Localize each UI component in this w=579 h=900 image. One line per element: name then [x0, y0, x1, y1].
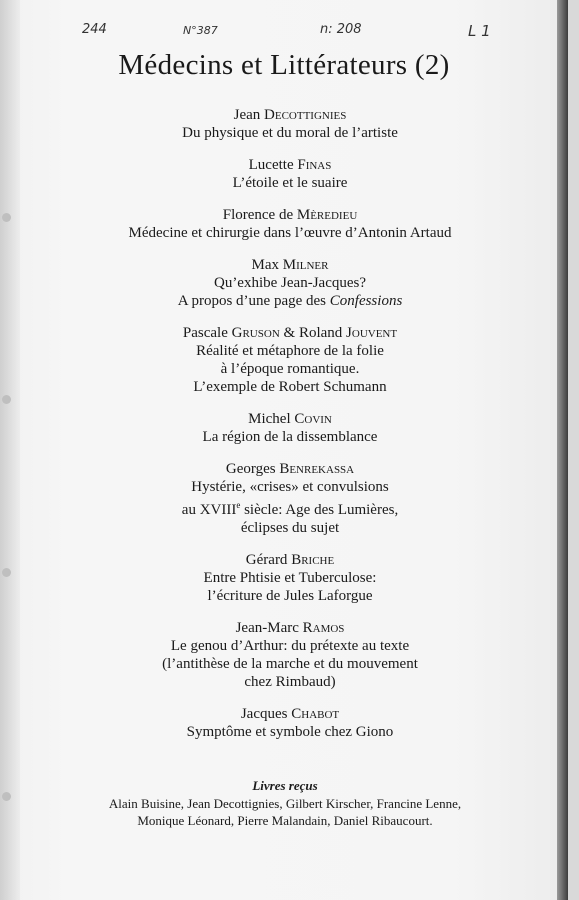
author-first-name: Jacques — [240, 706, 288, 722]
superscript: e — [236, 500, 241, 510]
entry-author — [40, 256, 540, 274]
entry-title-line: La région de la dissemblance — [202, 429, 378, 445]
entry-title-line — [40, 496, 540, 519]
entry-title-line: (l’antithèse de la marche et du mouvement — [162, 656, 418, 672]
entry-title-line: l’écriture de Jules Laforgue — [207, 588, 373, 604]
entry-author — [40, 106, 540, 124]
author-first-name: Gérard — [245, 552, 288, 568]
toc-entry — [40, 551, 540, 605]
toc-entry — [40, 206, 540, 242]
toc-entry — [40, 705, 540, 741]
binding-hole — [2, 568, 11, 577]
binding-hole — [2, 395, 11, 404]
binding-hole — [2, 213, 11, 222]
page-edge-shadow — [557, 0, 568, 900]
entry-title-line: chez Rimbaud) — [244, 674, 336, 690]
entry-author — [40, 324, 540, 342]
author-last-name: Briche — [291, 552, 335, 568]
books-received-line: Monique Léonard, Pierre Malandain, Daniel Ribaucourt. — [137, 813, 433, 828]
handwritten-note-number: n: 208 — [320, 22, 362, 37]
author-first-name: Florence de — [222, 207, 294, 223]
author-last-name: Chabot — [291, 706, 340, 722]
books-received-heading: Livres reçus — [252, 778, 318, 793]
author-last-name: Decottignies — [264, 107, 347, 123]
author-first-name: Lucette — [248, 157, 294, 173]
handwritten-note-left: 244 — [82, 22, 107, 37]
toc-entry — [40, 256, 540, 310]
entry-title-line: Le genou d’Arthur: du prétexte au texte — [170, 638, 410, 654]
title-text: siècle: Age des Lumières, — [240, 502, 399, 518]
toc-entry — [40, 156, 540, 192]
entry-author — [40, 460, 540, 478]
entry-author — [40, 619, 540, 637]
entry-title-line: Qu’exhibe Jean-Jacques? — [213, 275, 366, 291]
author-first-name: Jean — [233, 107, 261, 123]
author-last-name: Milner — [282, 257, 329, 273]
handwritten-note-right: L 1 — [468, 22, 491, 40]
title-italic: Confessions — [329, 293, 403, 309]
author-first-name: Max — [251, 257, 279, 273]
toc-entry — [40, 410, 540, 446]
author-last-name: Mèredieu — [296, 207, 358, 223]
title-text: au XVIII — [181, 502, 237, 518]
toc-entry — [40, 324, 540, 396]
entry-author — [40, 705, 540, 723]
entry-title-line: Réalité et métaphore de la folie — [196, 343, 384, 359]
author-first-name: Jean-Marc — [235, 620, 299, 636]
binding-hole — [2, 792, 11, 801]
books-received-line: Alain Buisine, Jean Decottignies, Gilbert Kirscher, Francine Lenne, — [108, 796, 462, 811]
entry-author — [40, 551, 540, 569]
entry-title-line — [40, 292, 540, 310]
entry-title-line: Symptôme et symbole chez Giono — [186, 724, 394, 740]
page-title: Médecins et Littérateurs (2) — [118, 49, 450, 81]
title-text: A propos d’une page des — [177, 293, 327, 309]
toc-entry — [40, 106, 540, 142]
author-first-name: Michel — [248, 411, 291, 427]
entry-title-line: Hystérie, «crises» et convulsions — [191, 479, 389, 495]
author-last-name: Finas — [297, 157, 332, 173]
author-last-name: Covin — [294, 411, 332, 427]
entry-author — [40, 206, 540, 224]
toc-entry — [40, 460, 540, 537]
author-last-name: Gruson — [231, 325, 280, 341]
table-of-contents — [40, 106, 540, 755]
page-gutter — [0, 0, 20, 900]
entry-title-line: L’étoile et le suaire — [232, 175, 348, 191]
entry-title-line: à l’époque romantique. — [220, 361, 360, 377]
author-last-name: Jouvent — [346, 325, 398, 341]
author-first-name: Pascale — [182, 325, 228, 341]
entry-title-line: Médecine et chirurgie dans l’œuvre d’Antonin Artaud — [128, 225, 452, 241]
books-received — [30, 777, 540, 829]
author-last-name: Benrekassa — [279, 461, 355, 477]
entry-author — [40, 156, 540, 174]
entry-title-line: Du physique et du moral de l’artiste — [182, 125, 398, 141]
entry-title-line: L’exemple de Robert Schumann — [193, 379, 387, 395]
handwritten-note-center: N°387 — [183, 24, 218, 37]
toc-entry — [40, 619, 540, 691]
entry-author — [40, 410, 540, 428]
entry-title-line: Entre Phtisie et Tuberculose: — [203, 570, 377, 586]
author-first-name: Georges — [225, 461, 276, 477]
author-last-name: Ramos — [302, 620, 345, 636]
author-joiner: & — [283, 325, 296, 341]
entry-title-line: éclipses du sujet — [240, 520, 340, 536]
author-first-name: Roland — [298, 325, 343, 341]
